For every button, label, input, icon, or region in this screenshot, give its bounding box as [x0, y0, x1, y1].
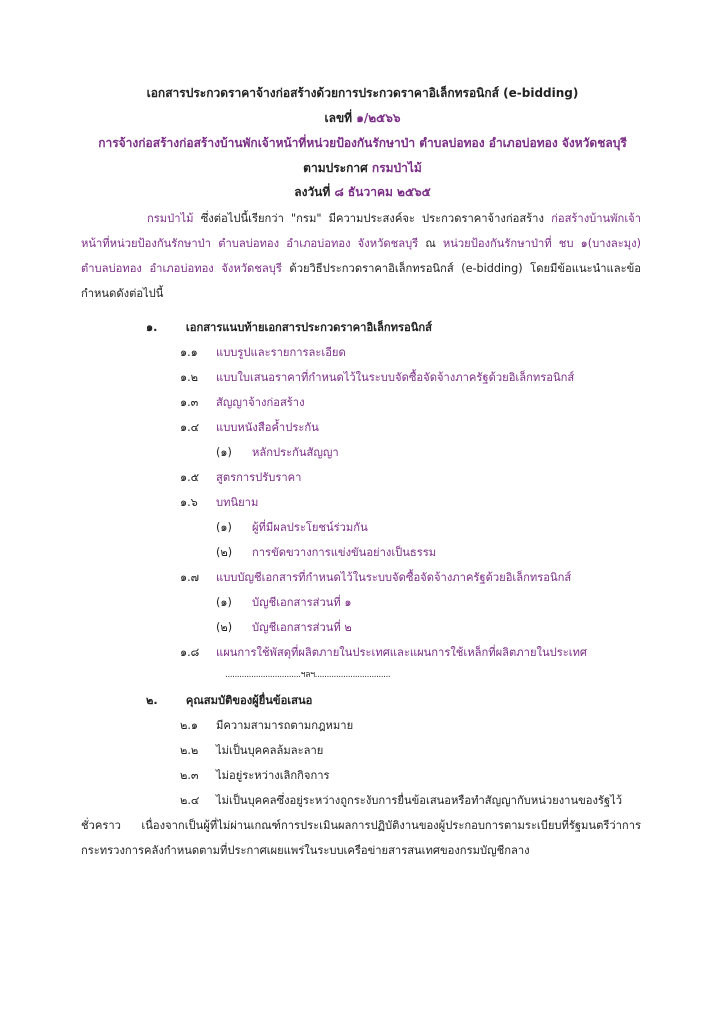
- project-title: การจ้างก่อสร้างก่อสร้างบ้านพักเจ้าหน้าที่หน่วยป้องกันรักษาป่า ตำบลบ่อทอง อำเภอบ่อทอง จังหวัดชลบุรี: [98, 136, 627, 150]
- item-number: ๒.๔: [180, 794, 200, 807]
- announcement-date: [0, 184, 725, 200]
- item-number: ๒.๑: [180, 719, 199, 732]
- item-number: (๑): [216, 446, 232, 459]
- list-item: [180, 395, 305, 411]
- item-number: ๑.๗: [180, 571, 200, 584]
- number-label: เลขที่: [324, 111, 353, 125]
- intro-project: ก่อสร้างบ้านพักเจ้าหน้าที่หน่วยป้องกันรักษาป่า ตำบลบ่อทอง อำเภอบ่อทอง จังหวัดชลบุรี: [81, 212, 641, 250]
- item-number: ๑.๒: [180, 371, 199, 384]
- item-number: (๑): [216, 596, 232, 609]
- list-item: [180, 470, 301, 486]
- item-text: แผนการใช้พัสดุที่ผลิตภายในประเทศและแผนการใช้เหล็กที่ผลิตภายในประเทศ: [216, 646, 588, 659]
- list-item: [180, 495, 258, 511]
- item-number: ๑.๔: [180, 421, 200, 434]
- document-number: [0, 110, 725, 126]
- item-text: ไม่เป็นบุคคลซึ่งอยู่ระหว่างถูกระงับการยื่นข้อเสนอหรือทำสัญญากับหน่วยงานของรัฐไว้ชั่วคราว เนื่องจากเป็นผู้ที่ไม่ผ่านเกณฑ์การประเมินผลการปฏิบัติงานของผู้ประกอบการตามระเบียบที่รัฐมนตรีว่าการกระทรวงการคลังกำหนดตามที่ประกาศเผยแพร่ในระบบเครือข่ายสารสนเทศของกรมบัญชีกลาง: [81, 794, 641, 857]
- item-text: บทนิยาม: [216, 496, 259, 509]
- item-number: (๒): [216, 621, 233, 634]
- item-text: การขัดขวางการแข่งขันอย่างเป็นธรรม: [252, 546, 437, 559]
- item-number: (๑): [216, 521, 232, 534]
- item-number: ๒.๒: [180, 744, 199, 757]
- list-subitem: [216, 445, 339, 461]
- announcement-line: [0, 160, 725, 176]
- list-item: [180, 570, 571, 586]
- list-subitem: [216, 520, 368, 536]
- list-item: [180, 645, 587, 661]
- item-text: บัญชีเอกสารส่วนที่ ๑: [252, 596, 352, 609]
- intro-agency: กรมป่าไม้: [147, 212, 194, 225]
- list-item: [180, 345, 346, 361]
- item-text: ไม่อยู่ระหว่างเลิกกิจการ: [216, 769, 330, 782]
- item-text: สัญญาจ้างก่อสร้าง: [216, 396, 305, 409]
- section-1-heading: [146, 320, 432, 336]
- item-text: หลักประกันสัญญา: [252, 446, 339, 459]
- list-item-long: [81, 788, 641, 863]
- announce-agency: กรมป่าไม้: [371, 161, 422, 175]
- item-text: บัญชีเอกสารส่วนที่ ๒: [252, 621, 352, 634]
- list-item: [180, 718, 353, 734]
- section-number: ๑.: [146, 321, 158, 334]
- section-2-heading: [146, 693, 312, 709]
- list-item: [180, 370, 574, 386]
- item-text: แบบรูปและรายการละเอียด: [216, 346, 346, 359]
- announce-label: ตามประกาศ: [303, 161, 368, 175]
- section-number: ๒.: [146, 694, 158, 707]
- intro-text-2: ณ: [418, 237, 443, 250]
- item-text: ผู้ที่มีผลประโยชน์ร่วมกัน: [252, 521, 368, 534]
- item-number: ๑.๖: [180, 496, 198, 509]
- item-number: ๑.๑: [180, 346, 198, 359]
- intro-text-3: ด้วยวิธีประกวดราคาอิเล็กทรอนิกส์ (e-bidding) โดยมีข้อแนะนำและข้อกำหนดดังต่อไปนี้: [81, 262, 641, 300]
- list-subitem: [216, 620, 352, 636]
- list-item: [180, 420, 319, 436]
- item-number: ๒.๓: [180, 769, 199, 782]
- item-text: แบบใบเสนอราคาที่กำหนดไว้ในระบบจัดซื้อจัดจ้างภาครัฐด้วยอิเล็กทรอนิกส์: [216, 371, 575, 384]
- item-number: (๒): [216, 546, 233, 559]
- item-text: ไม่เป็นบุคคลล้มละลาย: [216, 744, 324, 757]
- item-text: มีความสามารถตามกฎหมาย: [216, 719, 354, 732]
- intro-location: หน่วยป้องกันรักษาป่าที่ ชบ ๑(บางละมุง) ตำบลบ่อทอง อำเภอบ่อทอง จังหวัดชลบุรี: [81, 237, 641, 275]
- list-item: [180, 743, 323, 759]
- omission-marker: ................................ฯลฯ................................: [225, 670, 391, 680]
- number-value: ๑/๒๕๖๖: [356, 111, 401, 125]
- document-title: เอกสารประกวดราคาจ้างก่อสร้างด้วยการประกวดราคาอิเล็กทรอนิกส์ (e-bidding): [146, 86, 579, 100]
- intro-text-1: ซึ่งต่อไปนี้เรียกว่า "กรม" มีความประสงค์จะ ประกวดราคาจ้างก่อสร้าง: [193, 212, 552, 225]
- item-text: สูตรการปรับราคา: [216, 471, 302, 484]
- list-subitem: [216, 595, 351, 611]
- intro-paragraph: [81, 206, 641, 306]
- list-subitem: [216, 545, 436, 561]
- section-title: คุณสมบัติของผู้ยื่นข้อเสนอ: [185, 694, 313, 707]
- list-item: [180, 768, 330, 784]
- item-text: แบบบัญชีเอกสารที่กำหนดไว้ในระบบจัดซื้อจัดจ้างภาครัฐด้วยอิเล็กทรอนิกส์: [216, 571, 572, 584]
- item-number: ๑.๕: [180, 471, 200, 484]
- date-value: ๘ ธันวาคม ๒๕๖๕: [334, 185, 431, 199]
- item-text: แบบหนังสือค้ำประกัน: [216, 421, 319, 434]
- item-number: ๑.๓: [180, 396, 199, 409]
- section-title: เอกสารแนบท้ายเอกสารประกวดราคาอิเล็กทรอนิกส์: [185, 321, 432, 334]
- item-number: ๑.๘: [180, 646, 200, 659]
- date-label: ลงวันที่: [294, 185, 331, 199]
